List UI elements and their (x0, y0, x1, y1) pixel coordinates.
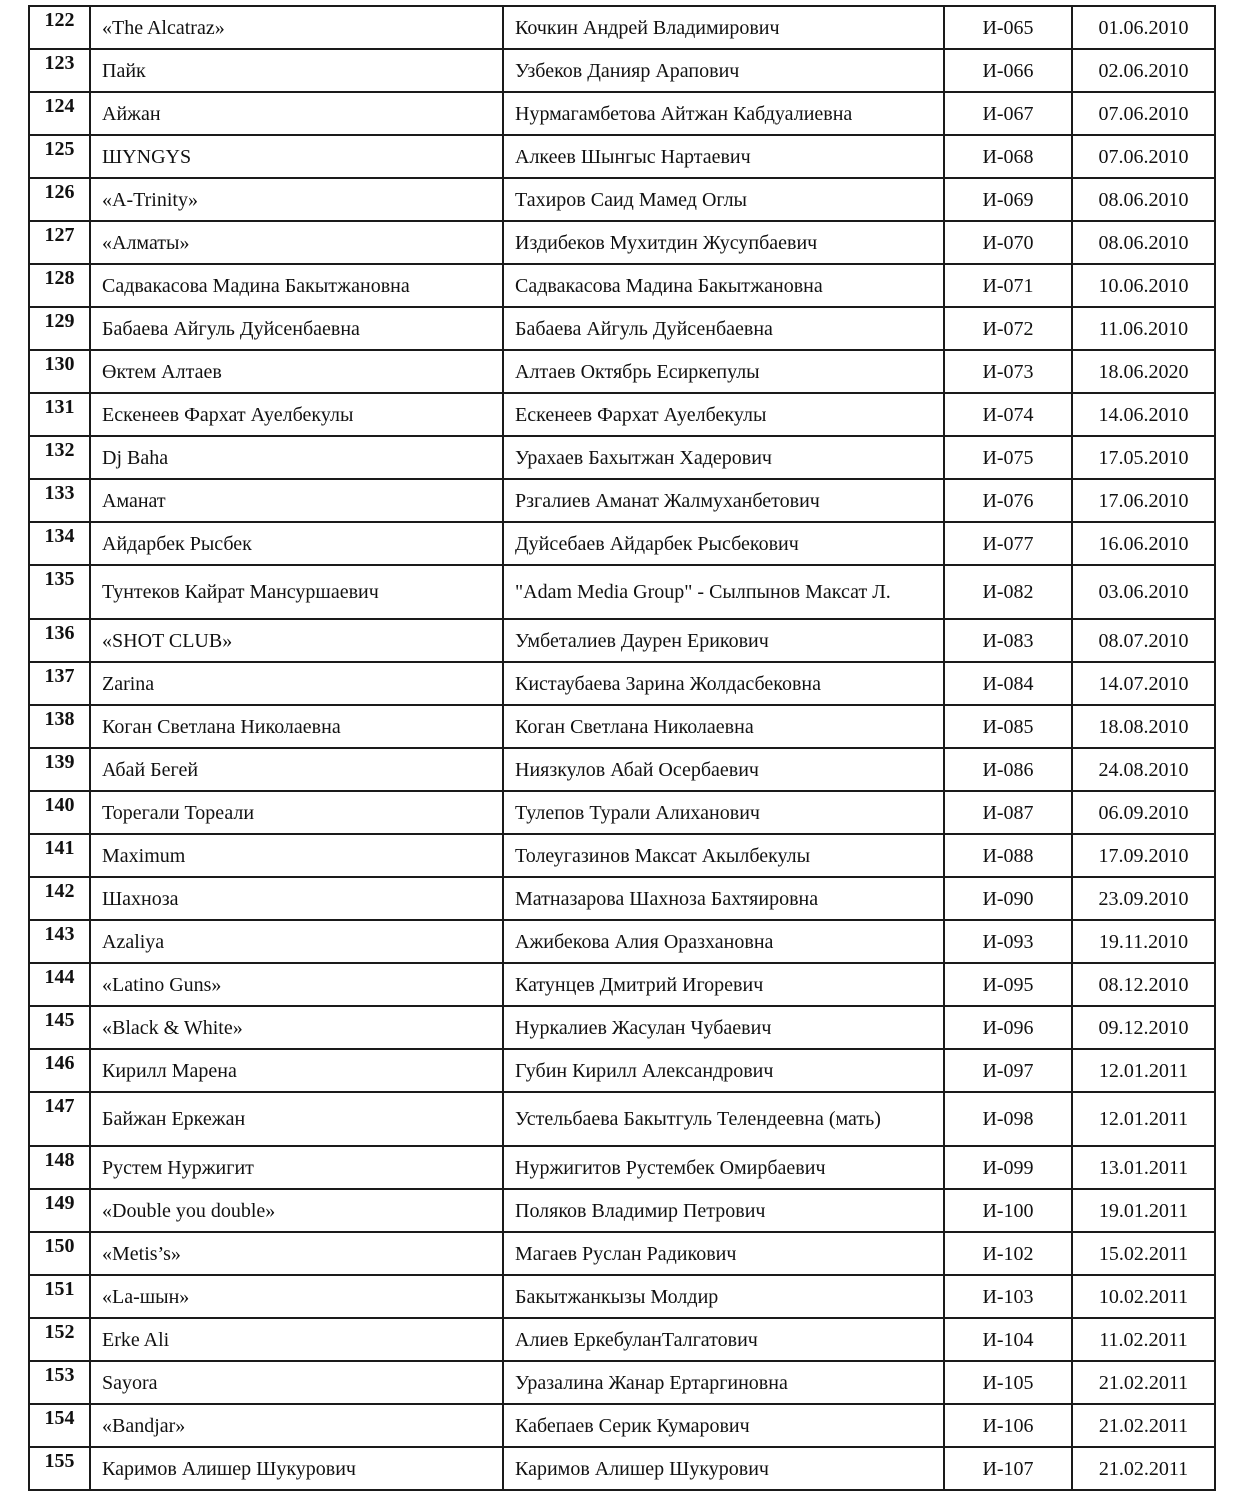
table-row (29, 1404, 1215, 1447)
row-number: 131 (29, 393, 90, 436)
registration-code: И-090 (944, 877, 1072, 920)
owner-name: Урахаев Бахытжан Хадерович (503, 436, 944, 479)
registration-code: И-068 (944, 135, 1072, 178)
row-number: 141 (29, 834, 90, 877)
registration-code: И-069 (944, 178, 1072, 221)
owner-name: Губин Кирилл Александрович (503, 1049, 944, 1092)
artist-name: Zarina (90, 662, 503, 705)
owner-name: Садвакасова Мадина Бакытжановна (503, 264, 944, 307)
registration-code: И-075 (944, 436, 1072, 479)
owner-name: Магаев Руслан Радикович (503, 1232, 944, 1275)
registration-code: И-095 (944, 963, 1072, 1006)
table-row (29, 1146, 1215, 1189)
owner-name: Ниязкулов Абай Осербаевич (503, 748, 944, 791)
table-row (29, 307, 1215, 350)
registry-table (28, 5, 1216, 1491)
artist-name: Пайк (90, 49, 503, 92)
registry-table-body (29, 6, 1215, 1490)
registration-date: 21.02.2011 (1072, 1361, 1215, 1404)
owner-name: Кочкин Андрей Владимирович (503, 6, 944, 49)
registration-date: 11.06.2010 (1072, 307, 1215, 350)
owner-name: Дуйсебаев Айдарбек Рысбекович (503, 522, 944, 565)
table-row (29, 565, 1215, 619)
registration-code: И-102 (944, 1232, 1072, 1275)
registration-date: 13.01.2011 (1072, 1146, 1215, 1189)
registration-code: И-104 (944, 1318, 1072, 1361)
row-number: 154 (29, 1404, 90, 1447)
table-row (29, 963, 1215, 1006)
artist-name: Erke Ali (90, 1318, 503, 1361)
table-row (29, 1092, 1215, 1146)
row-number: 133 (29, 479, 90, 522)
artist-name: Azaliya (90, 920, 503, 963)
artist-name: «Metis’s» (90, 1232, 503, 1275)
artist-name: Абай Бегей (90, 748, 503, 791)
artist-name: «Bandjar» (90, 1404, 503, 1447)
table-row (29, 436, 1215, 479)
row-number: 145 (29, 1006, 90, 1049)
table-row (29, 1275, 1215, 1318)
owner-name: Бабаева Айгуль Дуйсенбаевна (503, 307, 944, 350)
registration-code: И-106 (944, 1404, 1072, 1447)
owner-name: Кистаубаева Зарина Жолдасбековна (503, 662, 944, 705)
registration-date: 14.07.2010 (1072, 662, 1215, 705)
table-row (29, 92, 1215, 135)
registration-date: 07.06.2010 (1072, 135, 1215, 178)
row-number: 155 (29, 1447, 90, 1490)
owner-name: Устельбаева Бакытгуль Телендеевна (мать) (503, 1092, 944, 1146)
registration-date: 14.06.2010 (1072, 393, 1215, 436)
registration-code: И-065 (944, 6, 1072, 49)
owner-name: Алиев ЕркебуланТалгатович (503, 1318, 944, 1361)
registration-code: И-070 (944, 221, 1072, 264)
registration-date: 17.09.2010 (1072, 834, 1215, 877)
artist-name: ШYNGYS (90, 135, 503, 178)
registration-date: 11.02.2011 (1072, 1318, 1215, 1361)
owner-name: Нуркалиев Жасулан Чубаевич (503, 1006, 944, 1049)
registration-date: 10.06.2010 (1072, 264, 1215, 307)
registration-date: 12.01.2011 (1072, 1049, 1215, 1092)
artist-name: «La-шын» (90, 1275, 503, 1318)
registration-date: 03.06.2010 (1072, 565, 1215, 619)
registration-code: И-076 (944, 479, 1072, 522)
registration-date: 21.02.2011 (1072, 1447, 1215, 1490)
table-row (29, 705, 1215, 748)
owner-name: Катунцев Дмитрий Игоревич (503, 963, 944, 1006)
row-number: 137 (29, 662, 90, 705)
row-number: 130 (29, 350, 90, 393)
registration-date: 12.01.2011 (1072, 1092, 1215, 1146)
table-row (29, 748, 1215, 791)
table-row (29, 479, 1215, 522)
artist-name: Кирилл Марена (90, 1049, 503, 1092)
row-number: 138 (29, 705, 90, 748)
artist-name: «SHOT CLUB» (90, 619, 503, 662)
owner-name: Умбеталиев Даурен Ерикович (503, 619, 944, 662)
table-row (29, 619, 1215, 662)
artist-name: Maximum (90, 834, 503, 877)
table-row (29, 834, 1215, 877)
artist-name: Байжан Еркежан (90, 1092, 503, 1146)
row-number: 146 (29, 1049, 90, 1092)
artist-name: Садвакасова Мадина Бакытжановна (90, 264, 503, 307)
owner-name: Нуржигитов Рустембек Омирбаевич (503, 1146, 944, 1189)
owner-name: Ескенеев Фархат Ауелбекулы (503, 393, 944, 436)
row-number: 125 (29, 135, 90, 178)
registration-code: И-097 (944, 1049, 1072, 1092)
row-number: 139 (29, 748, 90, 791)
owner-name: Коган Светлана Николаевна (503, 705, 944, 748)
artist-name: Айжан (90, 92, 503, 135)
registration-date: 16.06.2010 (1072, 522, 1215, 565)
registration-date: 07.06.2010 (1072, 92, 1215, 135)
registration-code: И-071 (944, 264, 1072, 307)
owner-name: Ажибекова Алия Оразхановна (503, 920, 944, 963)
owner-name: Нурмагамбетова Айтжан Кабдуалиевна (503, 92, 944, 135)
owner-name: Алкеев Шынгыс Нартаевич (503, 135, 944, 178)
table-row (29, 1447, 1215, 1490)
registration-code: И-073 (944, 350, 1072, 393)
registration-code: И-085 (944, 705, 1072, 748)
artist-name: «Double you double» (90, 1189, 503, 1232)
owner-name: Издибеков Мухитдин Жусупбаевич (503, 221, 944, 264)
registration-code: И-088 (944, 834, 1072, 877)
table-row (29, 791, 1215, 834)
registration-code: И-099 (944, 1146, 1072, 1189)
registration-date: 17.06.2010 (1072, 479, 1215, 522)
registration-code: И-107 (944, 1447, 1072, 1490)
table-row (29, 1318, 1215, 1361)
row-number: 151 (29, 1275, 90, 1318)
row-number: 150 (29, 1232, 90, 1275)
artist-name: Шахноза (90, 877, 503, 920)
table-row (29, 135, 1215, 178)
table-row (29, 522, 1215, 565)
row-number: 144 (29, 963, 90, 1006)
row-number: 128 (29, 264, 90, 307)
table-row (29, 1189, 1215, 1232)
row-number: 129 (29, 307, 90, 350)
registration-code: И-082 (944, 565, 1072, 619)
registration-code: И-096 (944, 1006, 1072, 1049)
registration-code: И-077 (944, 522, 1072, 565)
table-row (29, 393, 1215, 436)
artist-name: «Black & White» (90, 1006, 503, 1049)
registration-date: 19.11.2010 (1072, 920, 1215, 963)
registration-date: 18.08.2010 (1072, 705, 1215, 748)
row-number: 134 (29, 522, 90, 565)
owner-name: Кабепаев Серик Кумарович (503, 1404, 944, 1447)
registration-code: И-074 (944, 393, 1072, 436)
registration-date: 10.02.2011 (1072, 1275, 1215, 1318)
registration-date: 08.12.2010 (1072, 963, 1215, 1006)
artist-name: «Latino Guns» (90, 963, 503, 1006)
registration-code: И-103 (944, 1275, 1072, 1318)
artist-name: Коган Светлана Николаевна (90, 705, 503, 748)
artist-name: Аманат (90, 479, 503, 522)
row-number: 127 (29, 221, 90, 264)
artist-name: «Алматы» (90, 221, 503, 264)
registration-date: 23.09.2010 (1072, 877, 1215, 920)
registration-code: И-098 (944, 1092, 1072, 1146)
artist-name: Торегали Тореали (90, 791, 503, 834)
owner-name: Матназарова Шахноза Бахтяировна (503, 877, 944, 920)
owner-name: Бакытжанкызы Молдир (503, 1275, 944, 1318)
row-number: 136 (29, 619, 90, 662)
row-number: 122 (29, 6, 90, 49)
row-number: 153 (29, 1361, 90, 1404)
owner-name: "Adam Media Group" - Сылпынов Максат Л. (503, 565, 944, 619)
artist-name: Өктем Алтаев (90, 350, 503, 393)
registration-date: 18.06.2020 (1072, 350, 1215, 393)
registration-code: И-084 (944, 662, 1072, 705)
table-row (29, 221, 1215, 264)
row-number: 142 (29, 877, 90, 920)
row-number: 148 (29, 1146, 90, 1189)
table-row (29, 1049, 1215, 1092)
registration-date: 08.06.2010 (1072, 221, 1215, 264)
artist-name: Бабаева Айгуль Дуйсенбаевна (90, 307, 503, 350)
owner-name: Каримов Алишер Шукурович (503, 1447, 944, 1490)
owner-name: Узбеков Данияр Арапович (503, 49, 944, 92)
registration-date: 19.01.2011 (1072, 1189, 1215, 1232)
registration-date: 09.12.2010 (1072, 1006, 1215, 1049)
artist-name: Dj Baha (90, 436, 503, 479)
row-number: 143 (29, 920, 90, 963)
table-row (29, 877, 1215, 920)
owner-name: Тахиров Саид Мамед Оглы (503, 178, 944, 221)
owner-name: Рзгалиев Аманат Жалмуханбетович (503, 479, 944, 522)
owner-name: Толеугазинов Максат Акылбекулы (503, 834, 944, 877)
registration-code: И-105 (944, 1361, 1072, 1404)
registration-date: 08.07.2010 (1072, 619, 1215, 662)
table-row (29, 1232, 1215, 1275)
row-number: 124 (29, 92, 90, 135)
row-number: 132 (29, 436, 90, 479)
registration-code: И-072 (944, 307, 1072, 350)
table-row (29, 178, 1215, 221)
registration-date: 08.06.2010 (1072, 178, 1215, 221)
registration-date: 02.06.2010 (1072, 49, 1215, 92)
artist-name: Рустем Нуржигит (90, 1146, 503, 1189)
artist-name: Каримов Алишер Шукурович (90, 1447, 503, 1490)
registration-date: 24.08.2010 (1072, 748, 1215, 791)
table-row (29, 49, 1215, 92)
owner-name: Алтаев Октябрь Есиркепулы (503, 350, 944, 393)
registration-date: 15.02.2011 (1072, 1232, 1215, 1275)
row-number: 126 (29, 178, 90, 221)
table-row (29, 350, 1215, 393)
registration-code: И-087 (944, 791, 1072, 834)
owner-name: Поляков Владимир Петрович (503, 1189, 944, 1232)
row-number: 147 (29, 1092, 90, 1146)
registration-date: 21.02.2011 (1072, 1404, 1215, 1447)
artist-name: «The Alcatraz» (90, 6, 503, 49)
registration-date: 17.05.2010 (1072, 436, 1215, 479)
row-number: 135 (29, 565, 90, 619)
registration-date: 01.06.2010 (1072, 6, 1215, 49)
registration-code: И-100 (944, 1189, 1072, 1232)
row-number: 149 (29, 1189, 90, 1232)
owner-name: Тулепов Турали Алиханович (503, 791, 944, 834)
table-row (29, 662, 1215, 705)
owner-name: Уразалина Жанар Ертаргиновна (503, 1361, 944, 1404)
artist-name: Айдарбек Рысбек (90, 522, 503, 565)
row-number: 123 (29, 49, 90, 92)
artist-name: Тунтеков Кайрат Мансуршаевич (90, 565, 503, 619)
artist-name: Sayora (90, 1361, 503, 1404)
artist-name: «A-Trinity» (90, 178, 503, 221)
registration-code: И-086 (944, 748, 1072, 791)
table-row (29, 1006, 1215, 1049)
registration-code: И-066 (944, 49, 1072, 92)
table-row (29, 920, 1215, 963)
registration-code: И-083 (944, 619, 1072, 662)
table-row (29, 264, 1215, 307)
row-number: 140 (29, 791, 90, 834)
table-row (29, 6, 1215, 49)
registration-code: И-093 (944, 920, 1072, 963)
registration-code: И-067 (944, 92, 1072, 135)
table-row (29, 1361, 1215, 1404)
row-number: 152 (29, 1318, 90, 1361)
artist-name: Ескенеев Фархат Ауелбекулы (90, 393, 503, 436)
registration-date: 06.09.2010 (1072, 791, 1215, 834)
